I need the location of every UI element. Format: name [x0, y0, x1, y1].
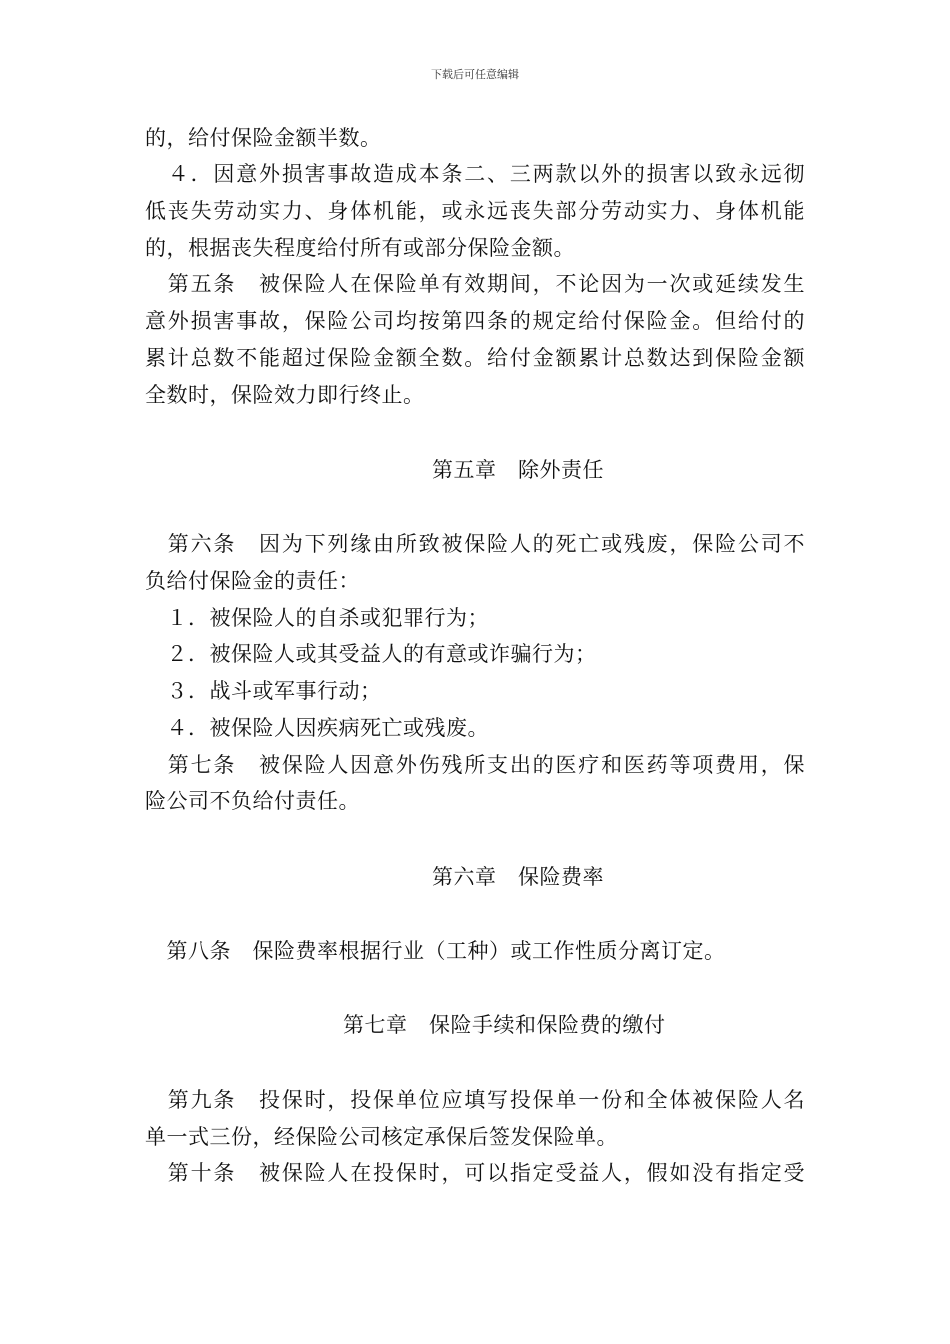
body-line: 第六条 因为下列缘由所致被保险人的死亡或残废，保险公司不 — [145, 532, 805, 556]
list-item: １．被保险人的自杀或犯罪行为； — [145, 606, 489, 630]
body-line: 全数时，保险效力即行终止。 — [145, 383, 425, 407]
body-line: 第十条 被保险人在投保时，可以指定受益人，假如没有指定受 — [145, 1161, 805, 1185]
body-line: 累计总数不能超过保险金额全数。给付金额累计总数达到保险金额 — [145, 346, 805, 370]
body-line: 第七条 被保险人因意外伤残所支出的医疗和医药等项费用，保 — [145, 753, 805, 777]
body-line: 负给付保险金的责任： — [145, 569, 360, 593]
body-line: 的，给付保险金额半数。 — [145, 126, 382, 150]
body-line: 的，根据丧失程度给付所有或部分保险金额。 — [145, 236, 575, 260]
list-item: ３．战斗或军事行动； — [145, 679, 382, 703]
page-header: 下载后可任意编辑 — [431, 68, 519, 81]
chapter-heading: 第六章 保险费率 — [432, 865, 604, 889]
chapter-heading: 第五章 除外责任 — [432, 458, 604, 482]
body-line: ４．因意外损害事故造成本条二、三两款以外的损害以致永远彻 — [145, 162, 805, 186]
body-line: 第五条 被保险人在保险单有效期间，不论因为一次或延续发生 — [145, 272, 805, 296]
list-item: ２．被保险人或其受益人的有意或诈骗行为； — [145, 642, 597, 666]
list-item: ４．被保险人因疾病死亡或残废。 — [145, 716, 489, 740]
body-line: 险公司不负给付责任。 — [145, 789, 360, 813]
body-line: 单一式三份，经保险公司核定承保后签发保险单。 — [145, 1125, 618, 1149]
body-line: 第八条 保险费率根据行业（工种）或工作性质分离订定。 — [145, 939, 726, 963]
chapter-heading: 第七章 保险手续和保险费的缴付 — [343, 1013, 666, 1037]
body-line: 低丧失劳动实力、身体机能，或永远丧失部分劳动实力、身体机能 — [145, 199, 805, 223]
body-line: 意外损害事故，保险公司均按第四条的规定给付保险金。但给付的 — [145, 309, 805, 333]
body-line: 第九条 投保时，投保单位应填写投保单一份和全体被保险人名 — [145, 1088, 805, 1112]
